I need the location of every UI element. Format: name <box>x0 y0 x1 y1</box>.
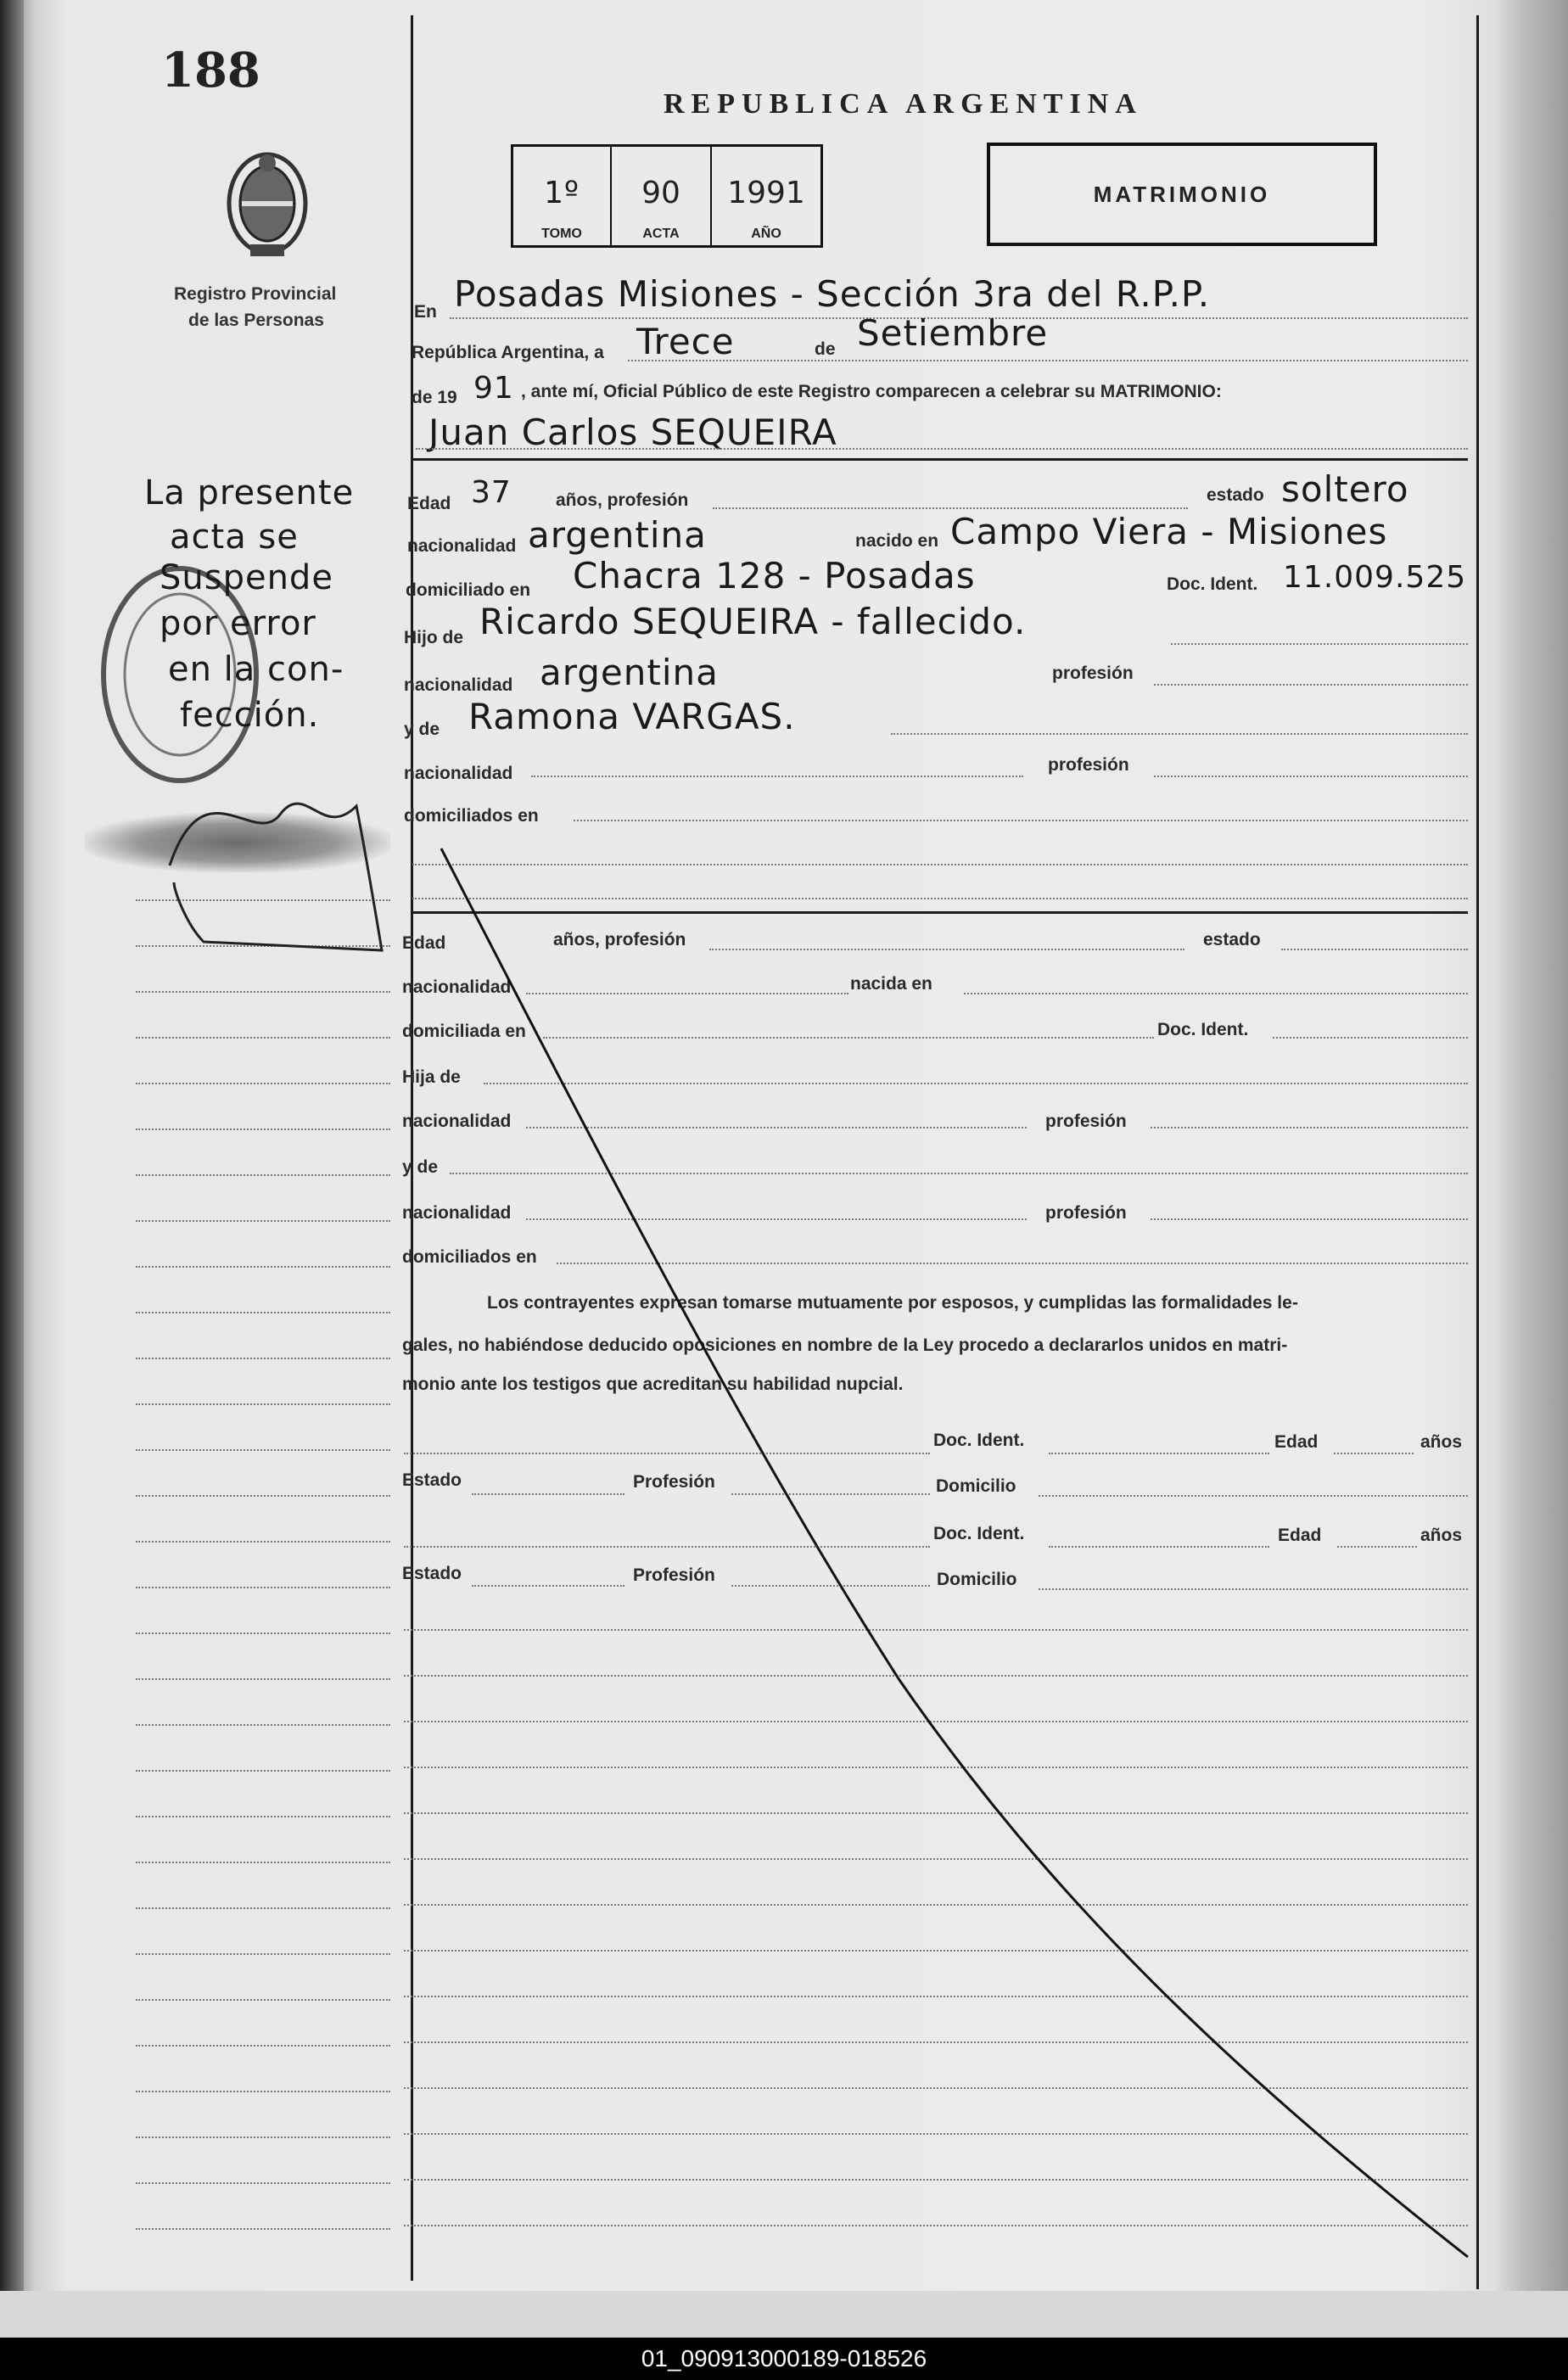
witness1-edad-label: Edad <box>1274 1432 1319 1452</box>
margin-note-line-1: La presente <box>144 473 355 512</box>
bride-dom-label: domiciliada en <box>402 1022 526 1041</box>
declaration-line-1: Los contrayentes expresan tomarse mutuamente por esposos, y cumplidas las formalidades le- <box>487 1293 1298 1313</box>
father-nac-value: argentina <box>540 652 719 693</box>
tomo-value: 1º <box>544 176 580 210</box>
margin-note-line-5: en la con- <box>168 650 344 689</box>
witness1-anos-label: años <box>1420 1432 1463 1452</box>
groom-nac-label: nacionalidad <box>407 536 517 556</box>
document-type-label: MATRIMONIO <box>1093 181 1271 207</box>
father-nac-label: nacionalidad <box>404 675 513 695</box>
bride-doc-label: Doc. Ident. <box>1157 1020 1249 1039</box>
groom-name-value: Juan Carlos SEQUEIRA <box>428 412 837 453</box>
bride-nacida-label: nacida en <box>850 974 932 994</box>
declaration-line-2: gales, no habiéndose deducido oposiciones en nombre de la Ley procedo a declararlos unidos en matri- <box>402 1336 1288 1355</box>
declaration-line-3: monio ante los testigos que acreditan su habilidad nupcial. <box>402 1375 904 1394</box>
cancellation-line <box>441 848 1468 2257</box>
groom-edad-label: Edad <box>407 494 451 513</box>
witness1-profesion-label: Profesión <box>633 1472 715 1492</box>
margin-note-line-3: Suspende <box>160 558 333 597</box>
year-prefix-label: de 19 <box>412 388 457 407</box>
witness2-domicilio-label: Domicilio <box>937 1570 1017 1589</box>
signature-scribble <box>170 804 382 950</box>
groom-estado-label: estado <box>1207 485 1264 505</box>
groom-yde-label: y de <box>404 720 440 739</box>
witness1-doc-label: Doc. Ident. <box>933 1431 1025 1450</box>
anio-label: AÑO <box>751 227 781 241</box>
groom-estado-value: soltero <box>1281 468 1409 510</box>
groom-father-value: Ricardo SEQUEIRA - fallecido. <box>479 601 1027 642</box>
day-value: Trece <box>636 321 735 362</box>
acta-label: ACTA <box>642 227 680 241</box>
groom-doc-label: Doc. Ident. <box>1167 574 1258 594</box>
bride-nac3-label: nacionalidad <box>402 1203 512 1223</box>
page-number: 188 <box>161 42 260 98</box>
groom-nac-value: argentina <box>528 514 707 556</box>
groom-dom-label: domiciliado en <box>406 580 531 600</box>
groom-doc-value: 11.009.525 <box>1283 560 1467 595</box>
acta-value: 90 <box>641 176 680 210</box>
witness2-estado-label: Estado <box>402 1564 462 1583</box>
bride-estado-label: estado <box>1203 930 1261 949</box>
en-label: En <box>414 302 437 322</box>
witness2-edad-label: Edad <box>1278 1526 1322 1545</box>
registry-label-2: de las Personas <box>188 311 324 330</box>
margin-note-line-2: acta se <box>170 518 299 557</box>
groom-edad-value: 37 <box>471 475 512 510</box>
groom-dom-value: Chacra 128 - Posadas <box>573 555 976 596</box>
anio-value: 1991 <box>727 176 805 210</box>
margin-note-line-4: por error <box>160 604 316 643</box>
groom-domiciliados-label: domiciliados en <box>404 806 539 826</box>
bride-yde-label: y de <box>402 1157 439 1177</box>
footer-id: 01_090913000189-018526 <box>0 2338 1568 2380</box>
bride-edad-label: Edad <box>402 933 446 953</box>
witness1-estado-label: Estado <box>402 1470 462 1490</box>
mother-prof-label: profesión <box>1048 755 1129 775</box>
witness1-domicilio-label: Domicilio <box>936 1476 1016 1496</box>
oficial-text: , ante mí, Oficial Público de este Registro comparecen a celebrar su MATRIMONIO: <box>521 382 1222 401</box>
groom-nacido-value: Campo Viera - Misiones <box>950 511 1388 552</box>
groom-nacido-label: nacido en <box>855 531 939 551</box>
tomo-label: TOMO <box>541 227 582 241</box>
month-value: Setiembre <box>857 312 1049 354</box>
bride-prof2-label: profesión <box>1045 1112 1127 1131</box>
country-title: REPUBLICA ARGENTINA <box>664 88 1143 120</box>
de-label: de <box>815 339 836 359</box>
place-value: Posadas Misiones - Sección 3ra del R.P.P. <box>454 273 1211 315</box>
witness2-profesion-label: Profesión <box>633 1565 715 1585</box>
witness2-doc-label: Doc. Ident. <box>933 1524 1025 1543</box>
bride-anos-label: años, profesión <box>553 930 686 949</box>
year-suffix-value: 91 <box>473 371 514 406</box>
bride-domiciliados-label: domiciliados en <box>402 1247 537 1267</box>
witness2-anos-label: años <box>1420 1526 1463 1545</box>
bride-nac2-label: nacionalidad <box>402 1112 512 1131</box>
mother-nac-label: nacionalidad <box>404 764 513 783</box>
bride-nac-label: nacionalidad <box>402 977 512 997</box>
margin-note-line-6: fección. <box>180 696 320 735</box>
bride-prof3-label: profesión <box>1045 1203 1127 1223</box>
groom-mother-value: Ramona VARGAS. <box>468 696 796 737</box>
bride-hija-label: Hija de <box>402 1067 461 1087</box>
father-prof-label: profesión <box>1052 664 1134 683</box>
republica-label: República Argentina, a <box>412 343 604 362</box>
groom-hijo-label: Hijo de <box>404 628 464 647</box>
groom-anos-label: años, profesión <box>556 490 689 510</box>
registry-label-1: Registro Provincial <box>174 284 337 304</box>
